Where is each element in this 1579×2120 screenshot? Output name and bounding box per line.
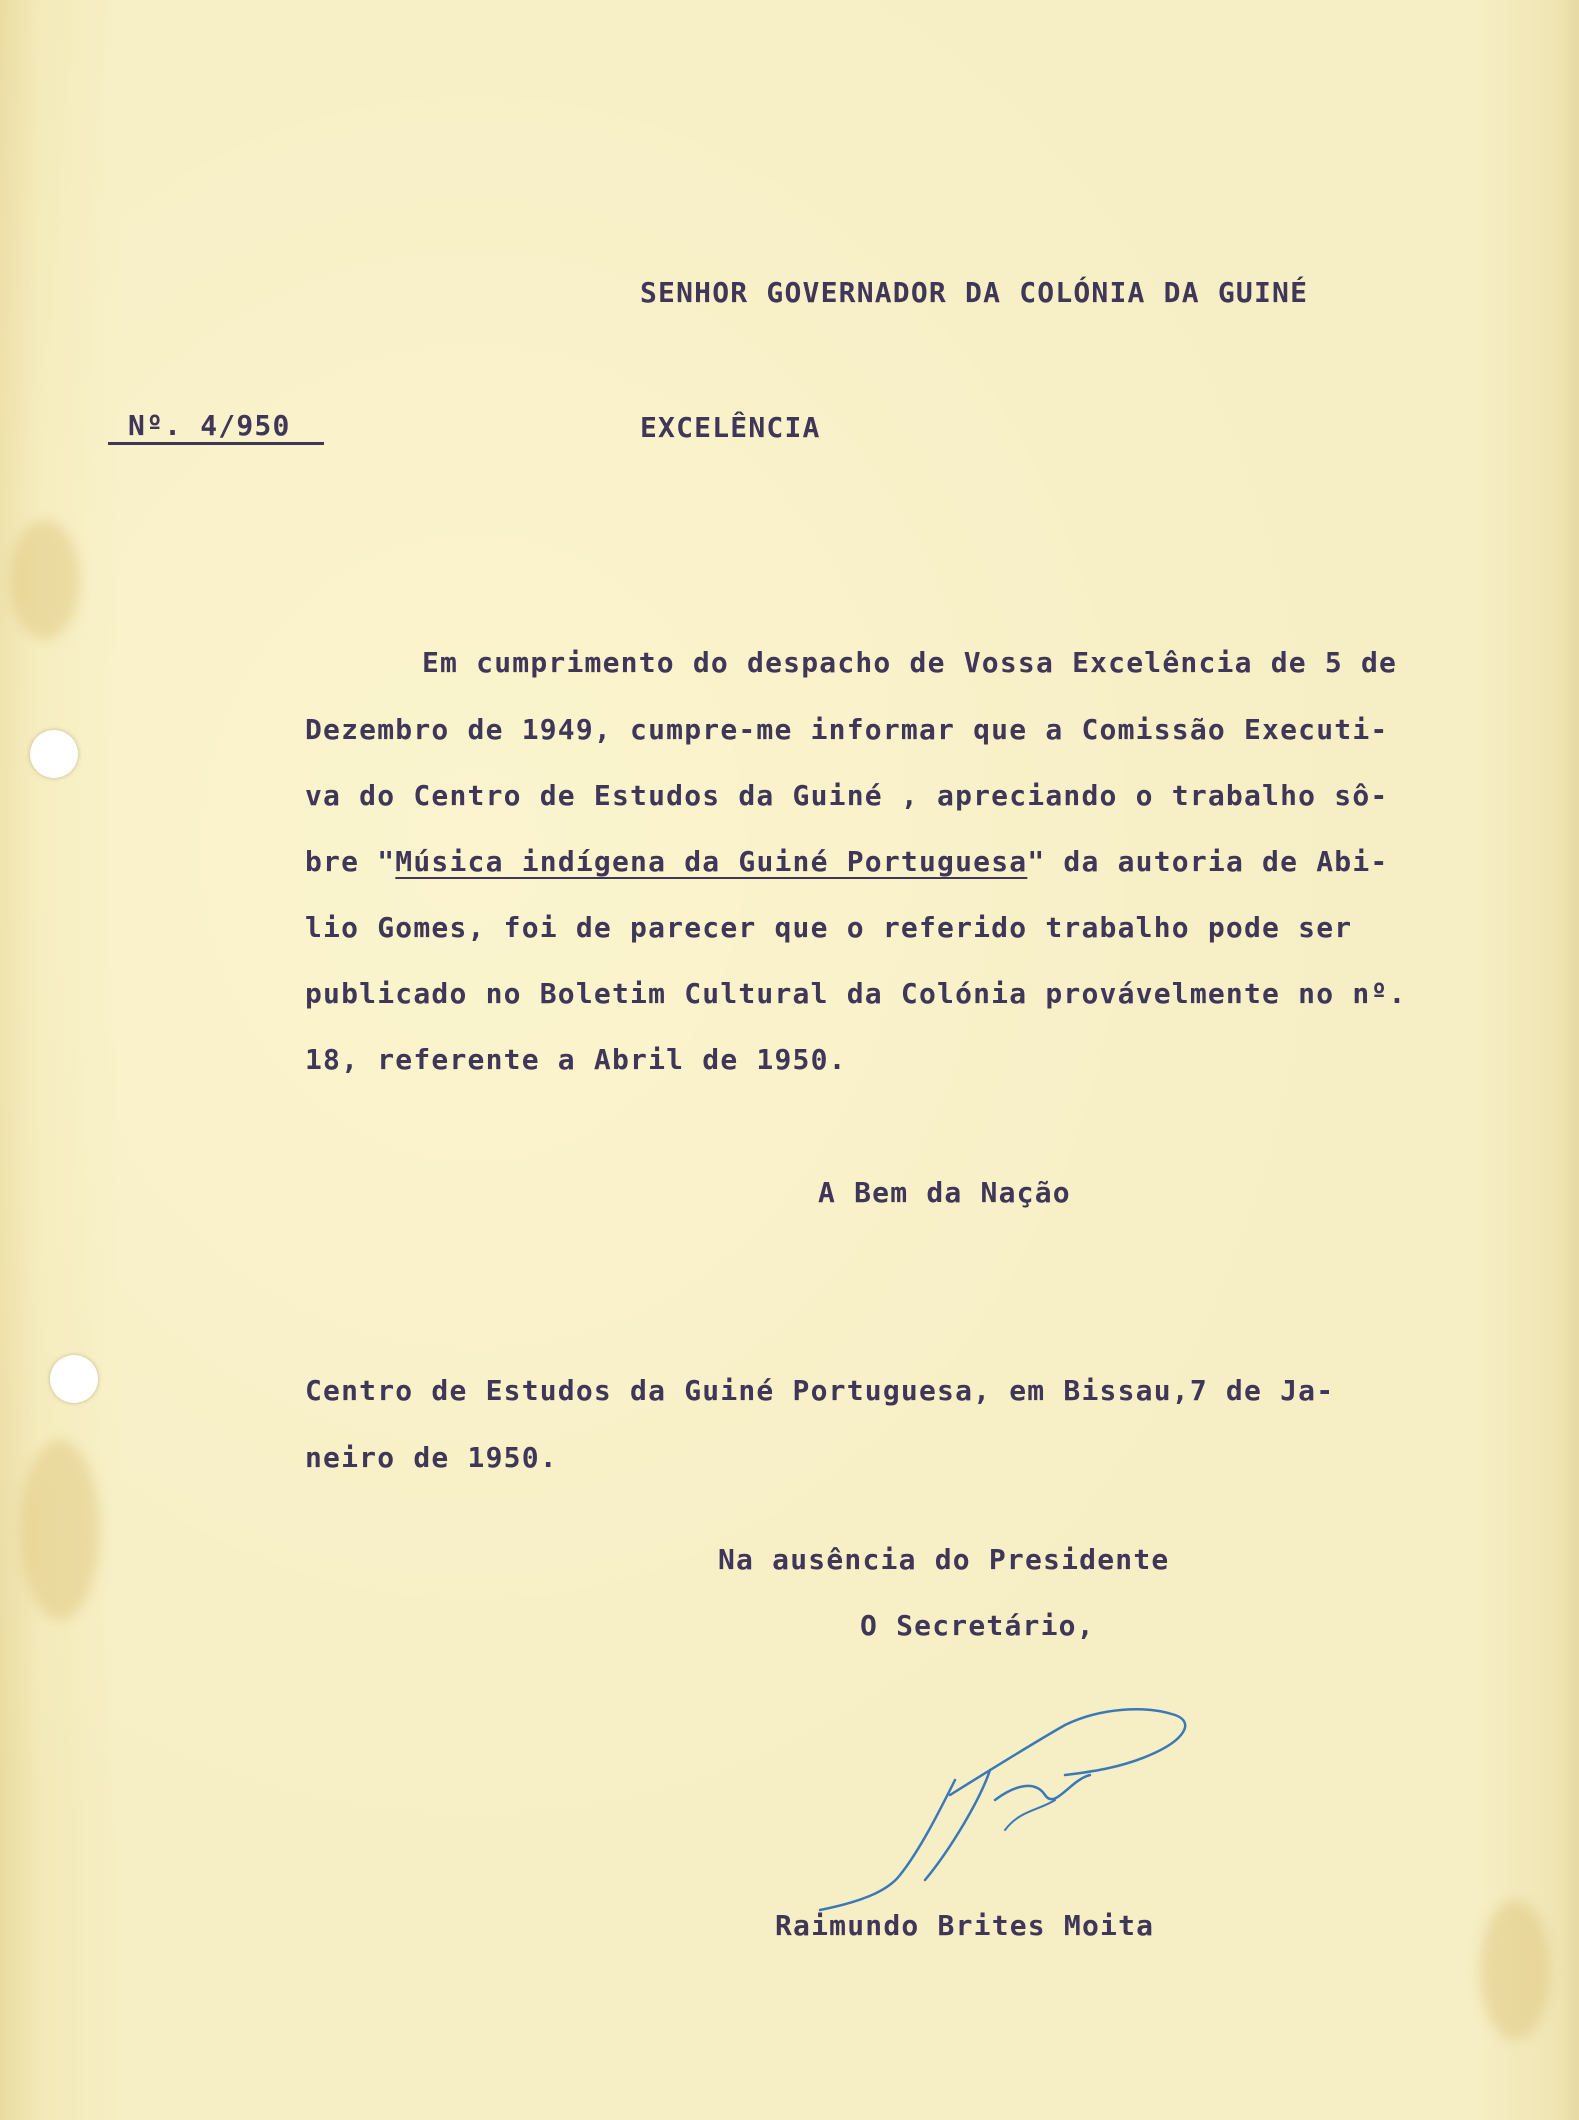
reference-underline [108,442,324,445]
signature-role: Na ausência do Presidente [718,1543,1170,1576]
closing-formula: A Bem da Nação [818,1176,1071,1209]
punch-hole [50,1355,98,1403]
body-line: Em cumprimento do despacho de Vossa Excelência de 5 de [422,646,1398,679]
signatory-name: Raimundo Brites Moita [775,1909,1155,1942]
work-title: Música indígena da Guiné Portuguesa [395,845,1028,878]
punch-hole [30,730,78,778]
paper-stain [20,1440,100,1620]
body-line [305,844,1388,880]
place-date-line: Centro de Estudos da Guiné Portuguesa, em Bissau,7 de Ja- [305,1374,1335,1407]
body-line: Dezembro de 1949, cumpre-me informar que a Comissão Executi- [305,713,1389,746]
addressee: SENHOR GOVERNADOR DA COLÓNIA DA GUINÉ [640,276,1309,309]
body-text: " da autoria de Abi- [1027,845,1389,878]
body-line: publicado no Boletim Cultural da Colónia provávelmente no nº. [305,977,1407,1010]
body-text: bre " [305,845,396,878]
signature-title: O Secretário, [860,1609,1095,1642]
salutation: EXCELÊNCIA [640,411,821,444]
paper-stain [10,520,80,640]
body-line: va do Centro de Estudos da Guiné , apreciando o trabalho sô- [305,779,1389,812]
paper-stain [1480,1900,1550,2040]
handwritten-signature [800,1700,1220,1930]
place-date-line: neiro de 1950. [305,1441,558,1474]
body-line: lio Gomes, foi de parecer que o referido trabalho pode ser [305,911,1353,944]
reference-number: Nº. 4/950 [128,409,291,442]
body-line: 18, referente a Abril de 1950. [305,1043,847,1076]
